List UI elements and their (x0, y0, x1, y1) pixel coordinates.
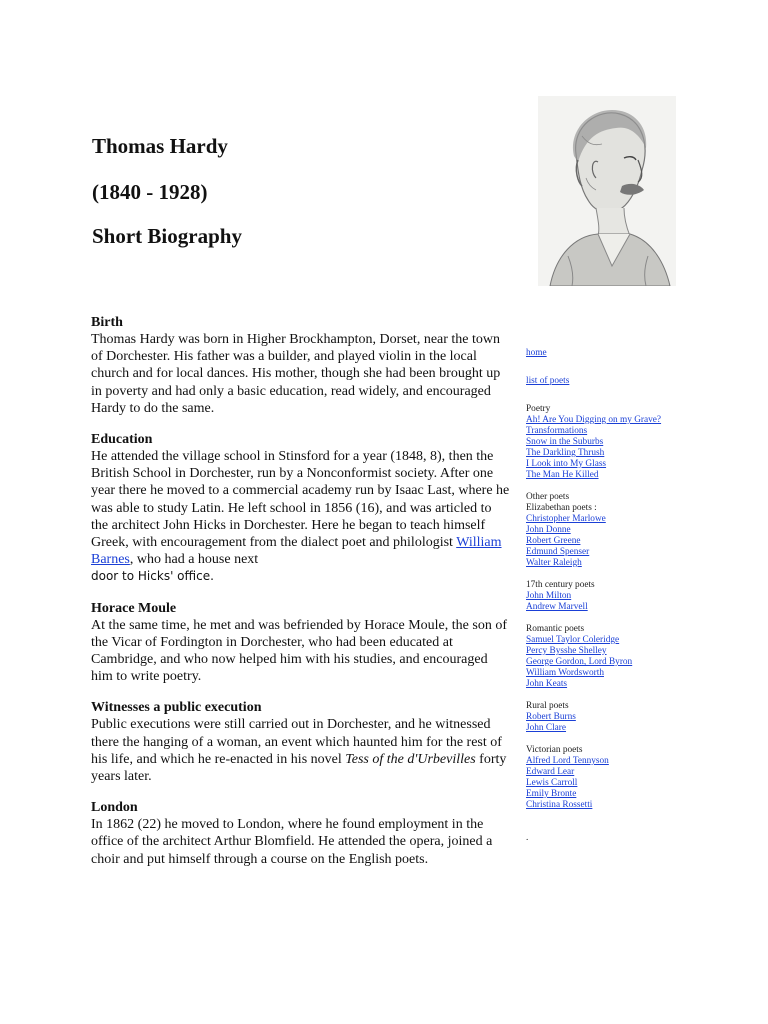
poem-link[interactable]: Transformations (526, 426, 588, 436)
rural-group (526, 701, 726, 734)
poet-link[interactable]: Robert Greene (526, 536, 581, 546)
section-execution (91, 699, 511, 785)
elizabethan-group (526, 492, 726, 569)
poet-link[interactable]: Andrew Marvell (526, 602, 588, 612)
poet-link[interactable]: Walter Raleigh (526, 558, 582, 568)
biography-content (91, 314, 511, 882)
section-heading: Education (91, 432, 153, 448)
group-label: Rural poets (526, 701, 569, 711)
poem-link[interactable]: I Look into My Glass (526, 459, 607, 469)
poem-link[interactable]: The Man He Killed (526, 470, 599, 480)
poem-link[interactable]: The Darkling Thrush (526, 448, 605, 458)
text-part: Public executions were still carried out in Dorchester, and he witnessed there the hanging of a woman, an event which haunted him for the rest of his life, and which he re-enacted in his novel (91, 717, 502, 767)
text-part: forty years later. (91, 751, 507, 785)
text-part: He attended the village school in Stinsford for a year (1848, 8), then the British School in Dorchester, run by a Nonconformist society. After one year there he moved to a commercial academy run by Isaac Last, where he was able to study Latin. He left school in 1856 (16), and was articled to the architect John Hicks in Dorchester. Here he began to teach himself Greek, with encouragement from the dialect poet and philologist (91, 449, 510, 551)
page-title: Thomas Hardy (92, 134, 228, 158)
section-horace-moule (91, 600, 511, 686)
poem-link[interactable]: Snow in the Suburbs (526, 437, 604, 447)
section-heading: Witnesses a public execution (91, 700, 262, 716)
poet-link[interactable]: Percy Bysshe Shelley (526, 646, 607, 656)
group-label: Victorian poets (526, 745, 583, 755)
poet-link[interactable]: Lewis Carroll (526, 778, 578, 788)
poet-link[interactable]: George Gordon, Lord Byron (526, 657, 633, 667)
page-subtitle: Short Biography (92, 224, 242, 248)
section-text: At the same time, he met and was befriended by Horace Moule, the son of the Vicar of Fordington in Dorchester, who had been educated at Cambridge, and who now helped him with his studies, and encouraged him to write poetry. (91, 617, 507, 685)
portrait-sketch-icon (538, 96, 676, 286)
section-text: Thomas Hardy was born in Higher Brockhampton, Dorset, near the town of Dorchester. His father was a builder, and played violin in the local church and for local dances. His mother, though she had been brought up in poverty and had only a basic education, read widely, and encouraged Hardy to do the same. (91, 332, 501, 416)
poet-link[interactable]: Robert Burns (526, 712, 576, 722)
poet-link[interactable]: Alfred Lord Tennyson (526, 756, 609, 766)
group-label: Poetry (526, 404, 551, 414)
list-of-poets-link[interactable]: list of poets (526, 376, 570, 386)
poet-link[interactable]: Emily Bronte (526, 789, 577, 799)
group-sublabel: Elizabethan poets : (526, 503, 597, 513)
poetry-group (526, 404, 726, 481)
text-part: door to Hicks' office. (91, 569, 214, 584)
section-text (91, 448, 511, 586)
group-label: Romantic poets (526, 624, 585, 634)
poet-link[interactable]: Christopher Marlowe (526, 514, 606, 524)
poem-link[interactable]: Ah! Are You Digging on my Grave? (526, 415, 662, 425)
section-heading: Horace Moule (91, 600, 177, 616)
poet-link[interactable]: Samuel Taylor Coleridge (526, 635, 620, 645)
poet-link[interactable]: Christina Rossetti (526, 800, 593, 810)
poet-link[interactable]: Edward Lear (526, 767, 575, 777)
poet-link[interactable]: Edmund Spenser (526, 547, 590, 557)
section-london (91, 799, 511, 868)
home-link[interactable]: home (526, 348, 547, 358)
section-education (91, 431, 511, 586)
c17-group (526, 580, 726, 613)
poet-link[interactable]: John Clare (526, 723, 567, 733)
poet-link[interactable]: William Wordsworth (526, 668, 604, 678)
romantic-group (526, 624, 726, 690)
group-label: 17th century poets (526, 580, 595, 590)
sidebar-nav (526, 348, 726, 844)
poet-link[interactable]: John Donne (526, 525, 571, 535)
trailing-dot: . (526, 833, 529, 843)
poet-link[interactable]: John Keats (526, 679, 568, 689)
section-text (91, 716, 511, 785)
portrait-image (538, 96, 676, 286)
victorian-group (526, 745, 726, 811)
life-dates: (1840 - 1928) (92, 180, 208, 204)
section-text: In 1862 (22) he moved to London, where he found employment in the office of the architect Arthur Blomfield. He attended the opera, joined a choir and put himself through a course on the English poets. (91, 817, 493, 867)
group-label: Other poets (526, 492, 570, 502)
novel-title: Tess of the d'Urbevilles (345, 751, 476, 767)
section-heading: Birth (91, 315, 123, 330)
poet-link[interactable]: John Milton (526, 591, 572, 601)
section-heading: London (91, 800, 138, 816)
section-birth (91, 314, 511, 417)
william-barnes-link[interactable]: William Barnes (91, 535, 502, 568)
text-part: , who had a house next (129, 552, 259, 568)
